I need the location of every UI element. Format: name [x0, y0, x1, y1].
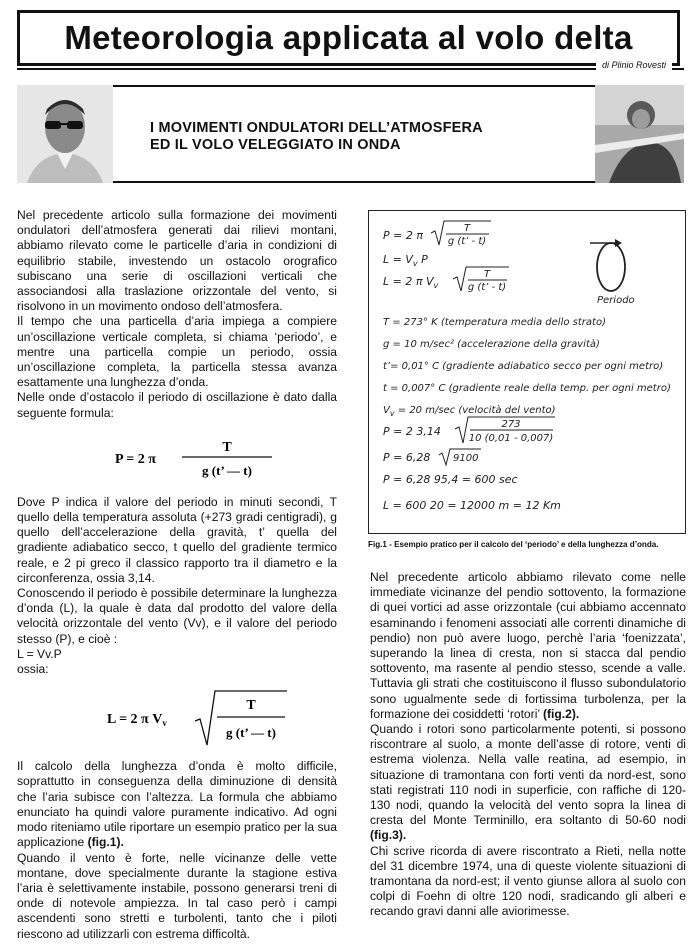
fig-line-T: T = 273° K (temperatura media dello strato): [383, 317, 606, 328]
fig-eq3-left: L = 2 π V: [383, 275, 434, 288]
svg-text:L = 2 π Vv: [107, 712, 167, 728]
formula-denominator: g (t’ — t): [202, 462, 252, 478]
velocity-symbol: V: [152, 712, 163, 728]
left-column: [17, 208, 337, 942]
paragraph: Nel precedente articolo sulla formazione dei movimenti ondulatori dell’atmosfera generati dai rilievi montani, abbiamo rilevato come le particelle d’aria in condizioni di equilibrio stabile, investendo un ostacolo orografico subiscano una serie di oscillazioni verticali che associandosi alla traslazione orizzontale del vento, si risolvono in un movimento ondoso dell’atmosfera.: [17, 208, 337, 314]
formula-numerator: T: [222, 439, 232, 455]
fig-line-g: g = 10 m/sec² (accelerazione della gravità): [383, 339, 600, 350]
formula-numerator: T: [246, 698, 256, 714]
paragraph: Nel precedente articolo abbiamo rilevato come nelle immediate vicinanze del pendio sottovento, la formazione di quei vortici ad asse orizzontale (cui abbiamo accennato esaminando i fenomeni associati alle correnti dinamiche di pendio) non può avere luogo, perchè l’aria ‘foenizzata’, superando la linea di cresta, non si stacca dal pendio sottovento, ma rasente al pendio stesso, scende a valle. Tuttavia gli strati che costituiscono il flusso subondulatorio sono ugualmente sede di fortissima turbolenza, per la formazione dei cosiddetti ‘rotori’ (fig.2).: [370, 570, 686, 721]
paragraph: L = Vv.P: [17, 646, 62, 661]
period-loop-diagram: [590, 239, 625, 291]
fig-line-t: t = 0,007° C (gradiente reale della temp. per ogni metro): [383, 383, 671, 394]
subtitle-line-2: ED IL VOLO VELEGGIATO IN ONDA: [150, 137, 401, 153]
fig-calc4: L = 600 20 = 12000 m = 12 Km: [383, 499, 561, 512]
paragraph: Il tempo che una particella d’aria impiega a compiere un’oscillazione verticale completa, si chiama ‘periodo’, e mentre una particella compie un periodo, ossia un’oscillazione completa, la particella stessa avanza esattamente una lunghezza d’onda.: [17, 314, 337, 390]
figure-reference: (fig.1).: [87, 835, 124, 850]
velocity-subscript: v: [162, 718, 167, 729]
wavelength-formula: [17, 687, 337, 749]
fig-calc2-rad: 9100: [453, 453, 479, 464]
paragraph: Chi scrive ricorda di avere riscontrato a Rieti, nella notte del 31 dicembre 1974, una di queste violente situazioni di tramontana da nord-est; il vento giunse allora al suolo con colpi di Foehn di oltre 120 nodi, sradicando gli alberi e recando gravi danni alle aviorimesse.: [370, 843, 686, 919]
fig-eq2: L = V: [383, 253, 413, 266]
paragraph: Conoscendo il periodo è possibile determinare la lunghezza d’onda (L), la quale è data dal prodotto del valore della velocità orizzontale del vento (Vv), e il valore del periodo stesso (P), e cioè :: [17, 586, 338, 646]
pilot-photo: [595, 85, 684, 183]
fig-calc2: P = 6,28: [383, 451, 431, 464]
title-box: [17, 10, 680, 66]
paragraph: Dove P indica il valore del periodo in minuti secondi, T quello della temperatura assoluta (+273 gradi centigradi), g quello dell’accelerazione della gravità, t’ quella del gradiente adiabatico secco, t quello del gradiente termico reale, e 2 pi greco il classico rapporto tra il diametro e la circonferenza, ossia 3,14.: [17, 494, 337, 585]
paragraph: Il calcolo della lunghezza d’onda è molto difficile, soprattutto in conseguenza della diminuzione di densità che l’aria subisce con l’altezza. La formula che abbiamo enunciato ha quindi valore puramente indicativo. Ad ogni modo riteniamo utile riportare un esempio pratico per la sua applicazione (fig.1).: [17, 759, 337, 850]
figure-caption: Fig.1 - Esempio pratico per il calcolo del ‘periodo’ e della lunghezza d’onda.: [368, 540, 659, 549]
fig-calc1-den: 10 (0,01 - 0,007): [468, 433, 554, 444]
svg-text:L = 2 π Vv: L = 2 π $V_v$: [383, 275, 439, 290]
paragraph: Quando i rotori sono particolarmente potenti, si possono riscontrare al suolo, a monte dell’asse di rotore, venti di estrema violenza. Nella valle reatina, ad esempio, in situazione di tramontana con forti venti da nord-est, sono stati registrati 110 nodi in superficie, con raffiche di 120-130 nodi, quando la velocità del vento sopra la linea di cresta del Monte Terminillo, era soltanto di 50-60 nodi (fig.3).: [370, 722, 686, 843]
fig-line-t1: t’= 0,01° C (gradiente adiabatico secco per ogni metro): [383, 361, 664, 372]
fig-eq3-den: g (t’ - t): [467, 282, 507, 293]
fig-calc1: P = 2 3,14: [383, 425, 441, 438]
article-title: Meteorologia applicata al volo delta: [64, 19, 633, 56]
paragraph: ossia:: [17, 662, 49, 677]
article-subtitle: [150, 120, 570, 154]
fig-calc1-num: 273: [501, 419, 521, 430]
fig-eq1-left: P = 2 π: [383, 229, 423, 242]
periodo-label: Periodo: [597, 295, 635, 306]
right-column: [370, 570, 686, 920]
byline-rule: [17, 68, 684, 70]
author-byline: di Plinio Rovesti: [596, 60, 672, 70]
author-photo: [17, 85, 113, 183]
period-formula: [17, 435, 337, 481]
subtitle-line-1: I MOVIMENTI ONDULATORI DELL’ATMOSFERA: [150, 120, 483, 136]
fig-calc3: P = 6,28 95,4 = 600 sec: [383, 473, 518, 486]
svg-text:P = 2 π: [115, 452, 156, 467]
formula-denominator: g (t’ — t): [226, 725, 276, 741]
fig-eq1-num: T: [463, 223, 471, 234]
fig-line-vv: V: [383, 405, 390, 416]
figure-1: [368, 210, 686, 534]
paragraph: Quando il vento è forte, nelle vicinanze delle vette montane, dove specialmente durante la stagione estiva l’aria è selettivamente instabile, possono generarsi treni di onde di notevole ampiezza. In tal caso però i campi ascendenti sono stretti e turbolenti, tanto che i piloti riescono ad utilizzarli con estrema difficoltà.: [17, 850, 337, 941]
fig-eq1-den: g (t’ - t): [447, 236, 487, 247]
figure-reference: (fig.3).: [370, 828, 407, 843]
svg-text:L = Vv P: $L = V_v$ P: [383, 253, 428, 268]
pi-symbol: π: [148, 451, 156, 467]
svg-text:Vv = 20 m/sec (velocità del: $V_v = 20$ m/sec (velocità del vento): [383, 405, 556, 418]
fig-eq3-num: T: [483, 269, 491, 280]
paragraph: Nelle onde d’ostacolo il periodo di oscillazione è dato dalla seguente formula:: [17, 390, 337, 420]
formula-lhs: P = 2: [115, 451, 145, 467]
formula-lhs: L = 2: [107, 712, 138, 728]
figure-reference: (fig.2).: [543, 706, 580, 721]
pi-symbol: π: [141, 712, 149, 728]
